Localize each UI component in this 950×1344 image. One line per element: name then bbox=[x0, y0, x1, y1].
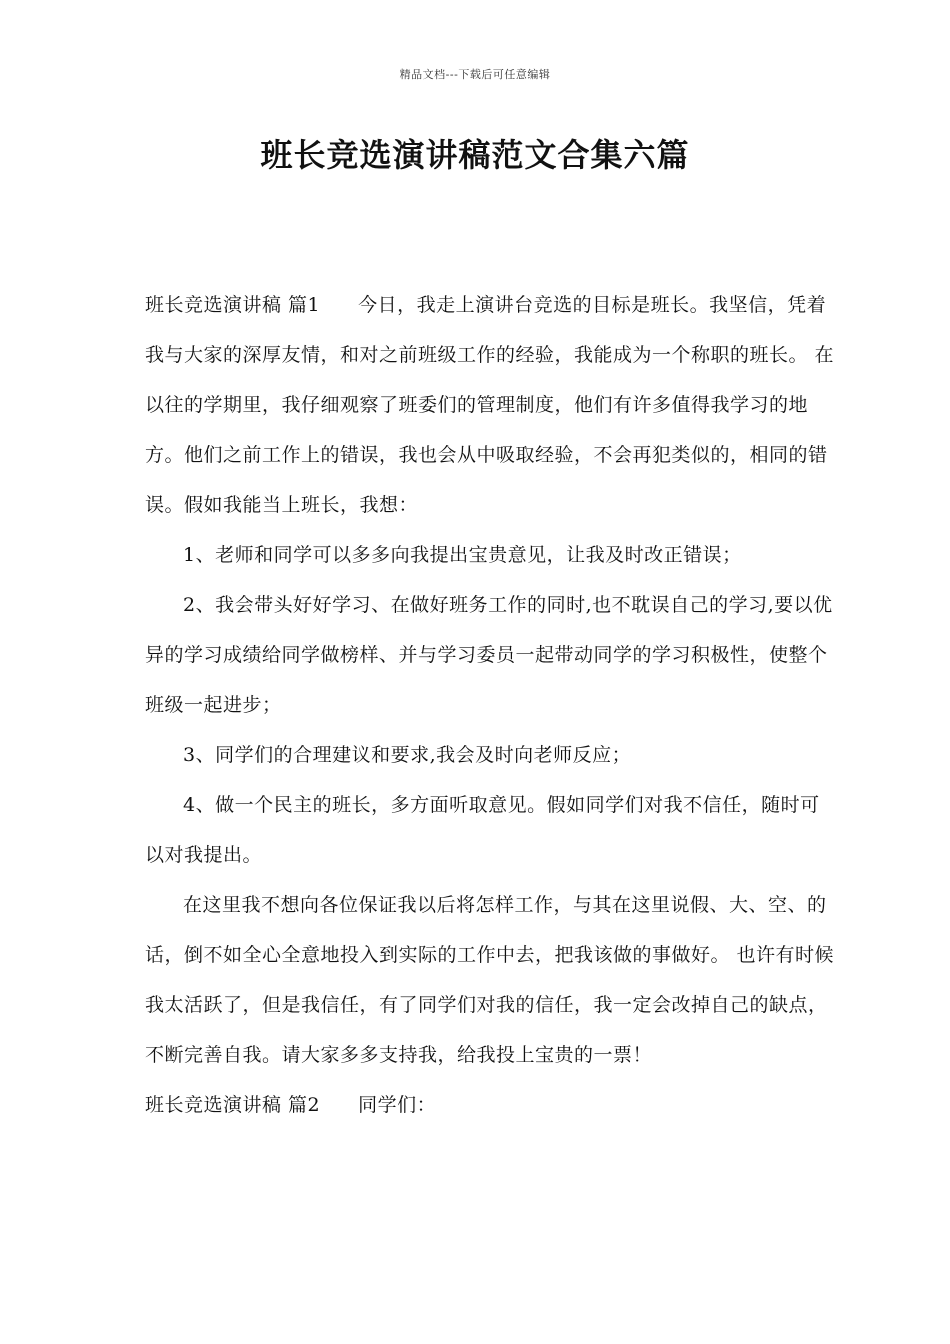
list-item-3: 3、同学们的合理建议和要求,我会及时向老师反应； bbox=[183, 744, 632, 766]
closing-paragraph: 在这里我不想向各位保证我以后将怎样工作，与其在这里说假、大、空、的话，倒不如全心全意地投入到实际的工作中去，把我该做的事做好。 也许有时候我太活跃了，但是我信任，有了同学们对我的信任，我一定会改掉自己的缺点，不断完善自我。请大家多多支持我，给我投上宝贵的一票！ bbox=[145, 894, 835, 1066]
list-item-2: 2、我会带头好好学习、在做好班务工作的同时,也不耽误自己的学习,要以优异的学习成绩给同学做榜样、并与学习委员一起带动同学的学习积极性，使整个班级一起进步； bbox=[145, 594, 833, 716]
section-1-heading: 班长竞选演讲稿 篇1 bbox=[145, 294, 321, 316]
document-title: 班长竞选演讲稿范文合集六篇 bbox=[260, 136, 690, 174]
section-1-paragraph bbox=[145, 280, 835, 530]
list-item-1: 1、老师和同学可以多多向我提出宝贵意见，让我及时改正错误； bbox=[183, 544, 742, 566]
section-2-heading: 班长竞选演讲稿 篇2 bbox=[145, 1094, 321, 1116]
section-1-intro: 今日，我走上演讲台竞选的目标是班长。我坚信，凭着我与大家的深厚友情，和对之前班级工作的经验，我能成为一个称职的班长。 在以往的学期里，我仔细观察了班委们的管理制度，他们有许多值得我学习的地方。他们之前工作上的错误，我也会从中吸取经验，不会再犯类似的，相同的错误。假如我能当上班长，我想： bbox=[145, 294, 835, 516]
section-2-paragraph bbox=[145, 1080, 835, 1130]
header-note: 精品文档---下载后可任意编辑 bbox=[399, 68, 551, 81]
list-item-4: 4、做一个民主的班长，多方面听取意见。假如同学们对我不信任，随时可以对我提出。 bbox=[145, 794, 820, 866]
document-body bbox=[145, 280, 835, 1130]
section-2-intro: 同学们： bbox=[358, 1094, 437, 1116]
